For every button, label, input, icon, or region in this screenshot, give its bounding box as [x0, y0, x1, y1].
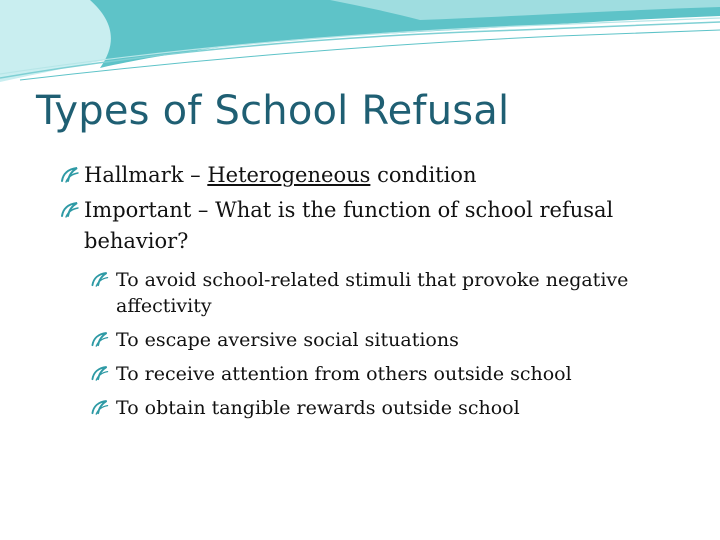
subbullet-attention-text: To receive attention from others outside school — [116, 363, 572, 385]
bullet-hallmark-suffix: condition — [370, 163, 477, 187]
bullet-swirl-icon — [90, 399, 110, 416]
bullet-swirl-icon — [60, 201, 80, 219]
bullet-hallmark — [60, 160, 700, 191]
bullet-important — [60, 195, 700, 257]
subbullet-avoid — [90, 267, 700, 319]
bullet-hallmark-prefix: Hallmark – — [84, 163, 208, 187]
subbullet-rewards — [90, 395, 700, 421]
top-wave-banner — [0, 0, 720, 95]
bullet-important-text: Important – What is the function of school refusal behavior? — [84, 198, 614, 253]
bullet-swirl-icon — [90, 331, 110, 348]
subbullet-attention — [90, 361, 700, 387]
subbullet-escape — [90, 327, 700, 353]
slide-title: Types of School Refusal — [36, 88, 510, 134]
bullet-swirl-icon — [90, 365, 110, 382]
bullet-swirl-icon — [60, 166, 80, 184]
bullet-hallmark-emphasis: Heterogeneous — [207, 163, 371, 187]
subbullet-avoid-text: To avoid school-related stimuli that provoke negative affectivity — [116, 269, 629, 317]
subbullet-rewards-text: To obtain tangible rewards outside school — [116, 397, 520, 419]
subbullet-escape-text: To escape aversive social situations — [116, 329, 459, 351]
bullet-list — [60, 160, 700, 429]
bullet-swirl-icon — [90, 271, 110, 288]
